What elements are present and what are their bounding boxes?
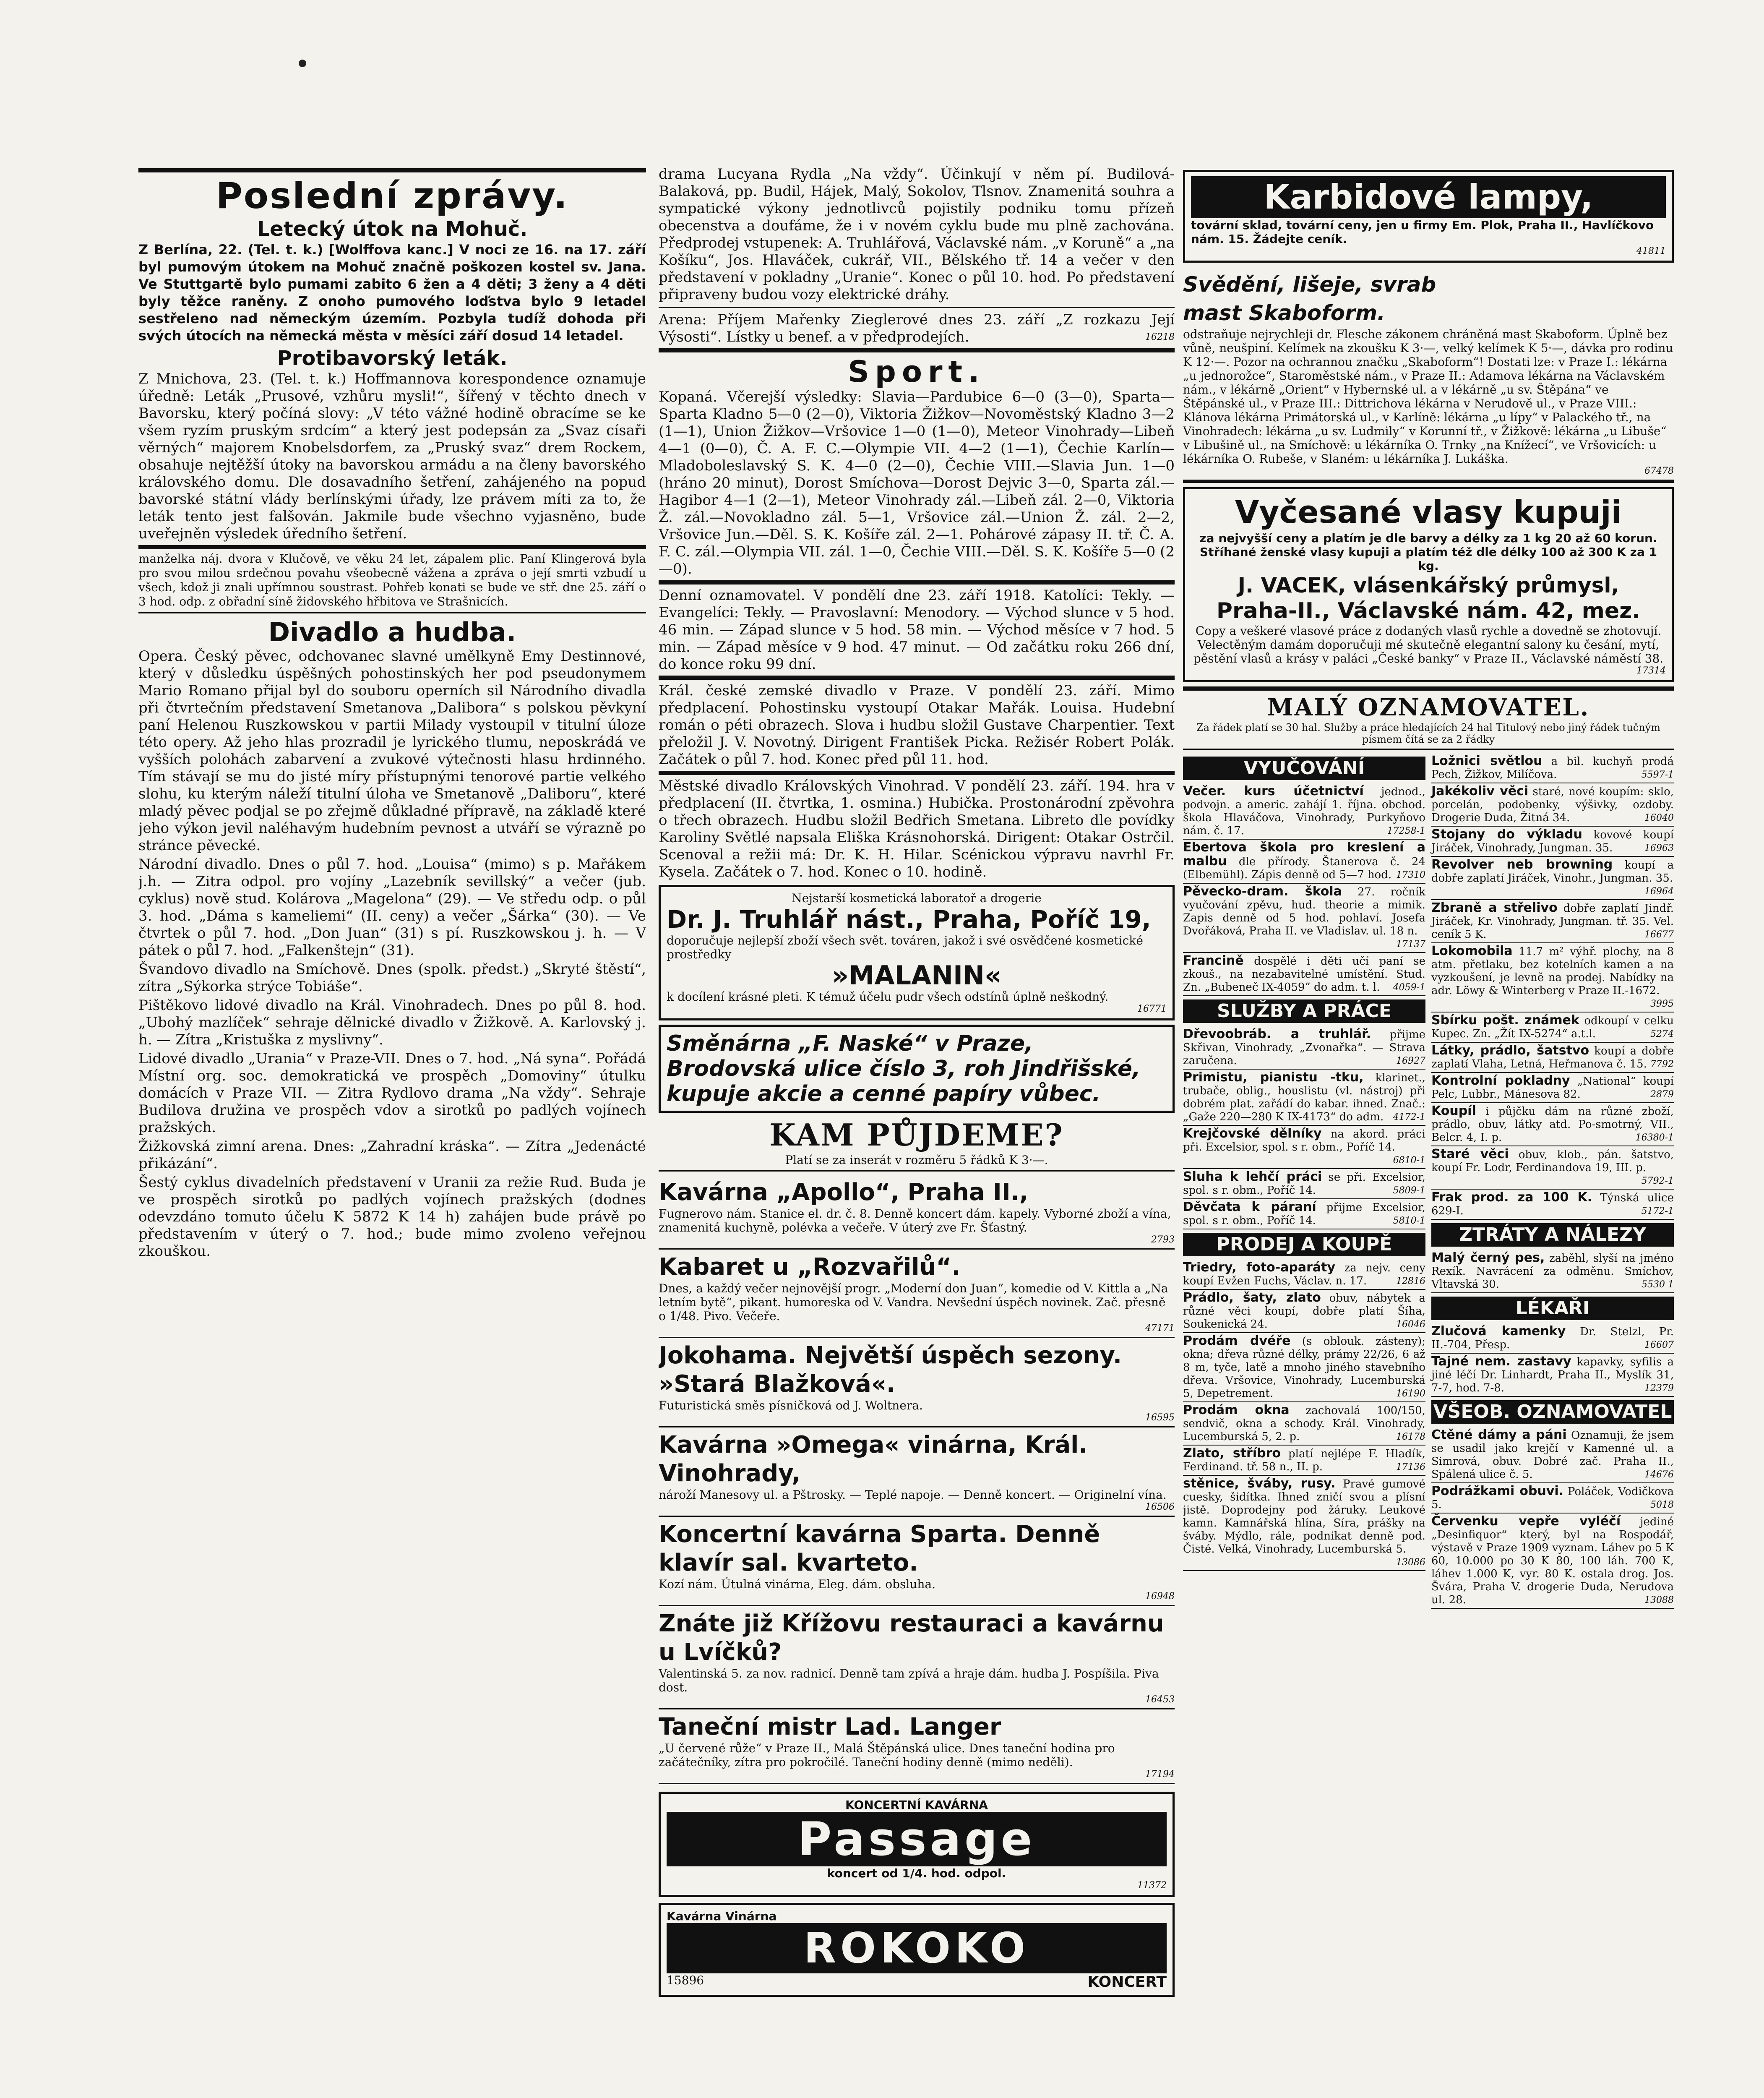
divider xyxy=(659,1170,1175,1172)
karbid-ad xyxy=(1183,170,1674,263)
zizkov-text: Žižkovská zimní arena. Dnes: „Zahradní kráska“. — Zítra „Jedenácté přikázání“. xyxy=(138,1138,646,1172)
mestske-theater-text: Městské divadlo Královských Vinohrad. V pondělí 23. září. 194. hra v předplacení (II. čtvrtka, 1. osmina.) Hubička. Prostonárodní zpěvohra o třech obrazech. Hudbu složil Bedřich Smetana. Libreto dle povídky Karoliny Světlé napsala Eliška Krásnohorská. Dirigent: Otakar Ostrčil. Scenoval a režii má: Dr. K. H. Hilar. Scénickou výpravu navrhl Fr. Kysela. Začátek o 7. hod. Konec o 10. hodině. xyxy=(659,778,1175,880)
classified-title: Červenku vepře vyléčí xyxy=(1431,1514,1621,1529)
kam-ad-omega xyxy=(659,1427,1175,1517)
divider xyxy=(138,545,646,549)
kam-ad-jokohama xyxy=(659,1338,1175,1427)
classified-title: Látky, prádlo, šatstvo xyxy=(1431,1043,1589,1058)
kam-ad-title: Kavárna »Omega« vinárna, Král. Vinohrady, xyxy=(659,1431,1088,1487)
maly-heading: MALÝ OZNAMOVATEL. xyxy=(1267,694,1590,721)
truhlar-name: Dr. J. Truhlář nást., Praha, Poříč 19, xyxy=(667,905,1151,934)
kam-ad-kabaret xyxy=(659,1250,1175,1338)
classified-item xyxy=(1431,827,1674,857)
drama-text: drama Lucyana Rydla „Na vždy“. Účinkují v něm pí. Budilová-Balaková, pp. Budil, Hájek, Malý, Sokolov, Tlsnov. Znamenitá souhra a sympatické výkony jednotlivců pojistily podniku tomu přízeň obecenstva a doufáme, že i v novém cyklu bude mu plně zachována. Předprodej vstupenek: A. Truhlářová, Václavské nám. „v Koruně“ a „na Košíku“, Jos. Hlaváček, cukrář, VII., Bělského tř. 14 a večer v den představení v pokladny „Uranie“. Konec o půl 10. hod. Po představení připraveny budou vozy elektrické dráhy. xyxy=(659,166,1175,303)
leaflet-title: Protibavorský leták. xyxy=(277,347,508,370)
truhlar-mid: doporučuje nejlepší zboží všech svět. továren, jakož i své osvědčené kosmetické prostředky xyxy=(667,934,1143,961)
passage-name: Passage xyxy=(667,1812,1167,1866)
divider xyxy=(1183,749,1674,750)
vacek-address: Praha-II., Václavské nám. 42, mez. xyxy=(1216,598,1641,624)
truhlar-top: Nejstarší kosmetická laboratoř a drogerie xyxy=(792,891,1042,905)
rokoko-label: Kavárna Vinárna xyxy=(667,1909,777,1923)
passage-ad xyxy=(659,1792,1175,1897)
passage-number: 11372 xyxy=(1137,1880,1167,1891)
classified-title: Sluha k lehčí práci xyxy=(1183,1169,1322,1184)
classified-number: 17258-1 xyxy=(1387,826,1425,836)
arena-body: Arena: Příjem Mařenky Zieglerové dnes 23. září „Z rozkazu Její Výsosti“. Lístky u benef. a v předprodejích. xyxy=(659,311,1175,345)
classified-text: Poláček, Vodičkova 5. xyxy=(1431,1485,1674,1511)
classified-text: Dr. Stelzl, Pr. II.-704, Přesp. xyxy=(1431,1326,1674,1351)
classified-text: 11.7 m² výhř. plochy, na 8 atm. přetlaku, bez kotelních kamen a na vyzkoušení, je levně na prodej. Nabídky na adr. Löwy & Winterberg v Praze II.-1672. xyxy=(1431,945,1674,997)
classified-number: 4172-1 xyxy=(1393,1112,1425,1122)
classified-number: 5530 1 xyxy=(1642,1279,1674,1290)
classified-text: i půjčku dám na různé zboží, prádlo, obuv, látky atd. Po-smotrný, VII., Belcr. 4, I. p. xyxy=(1431,1105,1674,1144)
classified-title: stěnice, šváby, rusy. xyxy=(1183,1476,1336,1491)
classified-item xyxy=(1183,1476,1425,1571)
classified-title: Zbraně a střelivo xyxy=(1431,900,1558,915)
classified-item xyxy=(1431,1354,1674,1397)
classified-title: Večer. kurs účetnictví xyxy=(1183,784,1364,798)
truhlar-number: 16771 xyxy=(1137,1004,1167,1014)
classified-number: 16677 xyxy=(1644,929,1674,940)
classified-title: Revolver neb browning xyxy=(1431,857,1613,872)
classified-text: (s oblouk. zásteny); okna; dřeva různé délky, prámy 22/26, 6 až 8 m, tyče, latě a mnoho jiného stavebního dřeva. Vršovice, Vinohrady, Lucemburská 5, Depetrement. xyxy=(1183,1335,1425,1400)
classified-item xyxy=(1431,1427,1674,1483)
classified-text: jediné „Desinfiquor“ který, byl na Rospodář, výstavě v Praze 1909 vyznam. Láhev po 5 K 60, 10.000 po 30 K 80, 100 láh. 700 K, láhev 1.000 K, vyr. 80 K. ostala drog. Jos. Švára, Praha V. drogerie Duda, Nerudova ul. 28. xyxy=(1431,1516,1674,1606)
kral-theater-text: Král. české zemské divadlo v Praze. V pondělí 23. září. Mimo předplacení. Pohostinsku vystoupí Otakar Mařák. Louisa. Hudební román o péti obrazech. Slova i hudbu složil Gustave Charpentier. Text přeložil J. V. Novotný. Dirigent František Picka. Režisér Robert Polák. Začátek o půl 7. hod. Konec před půl 11. hod. xyxy=(659,682,1175,768)
classified-title: Ložnici světlou xyxy=(1431,754,1543,768)
classified-title: Primistu, pianistu -tku, xyxy=(1183,1070,1364,1085)
classified-title: Podrážkami obuvi. xyxy=(1431,1484,1564,1498)
truhlar-bottom: k docílení krásné pleti. K témuž účelu pudr všech odstínů úplně neškodný. xyxy=(667,990,1109,1004)
classified-number: 3995 xyxy=(1650,999,1674,1009)
classified-number: 16190 xyxy=(1396,1388,1425,1399)
classified-text: kapavky, syfilis a jiné léčí Dr. Linhardt, Praha II., Myslík 31, 7-7, hod. 7-8. xyxy=(1431,1356,1674,1394)
leaflet-text: Z Mnichova, 23. (Tel. t. k.) Hoffmannova korespondence oznamuje úředně: Leták „Prusové, vzhůru mysli!“, šířený v těchto dnech v Bavorsku, který počíná slovy: „V této vážné hodině obracíme se ke všem ryzím pruským srdcím“ a který jest podepsán za „Svaz císaři věrných“ majorem Knobelsdorfem, za „Pruský svaz“ drem Rockem, obsahuje nejtěžší útoky na bavorskou armádu a na členy bavorského královského domu. Dle dosavadního šetření, zahájeného na popud bavorské státní vlády berlínskými úřady, lze právem míti za to, že leták tento jest falšován. Jakmile bude všechno vyjasněno, bude uveřejněn výsledek úředního šetření. xyxy=(138,371,646,542)
classified-text: koupí a dobře zaplatí Jiráček, Vinohr., Jungman. 35. xyxy=(1431,859,1674,885)
smenarna-ad xyxy=(659,1025,1175,1113)
classified-item xyxy=(1431,1513,1674,1609)
classified-number: 16380-1 xyxy=(1635,1133,1674,1143)
classified-item xyxy=(1431,1103,1674,1146)
classified-text: „National“ koupí Pelc, Lubbr., Mánesova 82. xyxy=(1431,1075,1674,1101)
classified-number: 16927 xyxy=(1396,1056,1425,1066)
vacek-name: J. VACEK, vlásenkářský průmysl, xyxy=(1238,573,1619,598)
kam-ad-text: Dnes, a každý večer nejnovější progr. „Moderní don Juan“, komedie od V. Kittla a „Na letním bytě“, pikant. humoreska od V. Vandra. Nevšední úspěch novinek. Zač. přesně o 1/48. Pivo. Večeře. xyxy=(659,1281,1168,1323)
football-text: Kopaná. Včerejší výsledky: Slavia—Pardubice 6—0 (3—0), Sparta—Sparta Kladno 5—0 (2—0), Viktoria Žižkov—Novoměstský Kladno 3—2 (1—1), Union Žižkov—Vršovice 1—0 (1—0), Meteor Vinohrady—Libeň 4—1 (0—0), Č. A. F. C.—Olympie VII. 4—2 (1—1), Čechie Karlín—Mladoboleslavský S. K. 4—0 (2—0), Čechie VIII.—Slavia Jun. 1—0 (hráno 20 minut), Dorost Smíchova—Dorost Dejvic 3—0, Sparta zál.—Hagibor 4—1 (2—1), Meteor Vinohrady zál.—Libeň zál. 2—0, Viktoria Ž. zál.—Novokladno zál. 5—1, Vršovice zál.—Union Ž. zál. 2—2, Vršovice Jun.—Děl. S. K. Košíře zál. 2—1. Pohárové zápasy II. tř. Č. A. F. C. zál.—Olympia VII. zál. 1—0, Čechie VIII.—Děl. S. K. Košíře 5—0 (2—0). xyxy=(659,389,1175,577)
passage-label: KONCERTNÍ KAVÁRNA xyxy=(845,1798,988,1812)
classified-title: Zlato, stříbro xyxy=(1183,1446,1281,1461)
classified-number: 17136 xyxy=(1396,1462,1425,1472)
classified-item xyxy=(1183,1290,1425,1333)
classifieds-right xyxy=(1431,753,1674,1609)
column-news xyxy=(138,166,646,2098)
classified-text: klarinet., trubače, oblig., houslistu (vl. nástroj) při dobrém plat. zařádí do kabar. ihned. Znač.: „Gaže 220—280 K IX-4173“ do adm. xyxy=(1183,1072,1425,1123)
classified-item xyxy=(1183,953,1425,996)
rokoko-concert: KONCERT xyxy=(1087,1973,1167,1991)
classified-text: zachovalá 100/150, sendvič, okna a schody. Král. Vinohrady, Lucemburská 5, 2. p. xyxy=(1183,1404,1425,1443)
classified-text: Oznamuji, že jsem se usadil jako krejčí v Kamenné ul. a Simrová, obuv. Dobré zač. Praha II., Spálená ulice č. 5. xyxy=(1431,1429,1674,1481)
kam-ad-title: Kabaret u „Rozvařilů“. xyxy=(659,1253,961,1281)
vlasy-title: Vyčesané vlasy kupuji xyxy=(1235,494,1622,530)
classified-title: Pěvecko-dram. škola xyxy=(1183,884,1342,899)
section-tag: VŠEOB. OZNAMOVATEL xyxy=(1431,1400,1674,1424)
classified-number: 2879 xyxy=(1650,1089,1674,1100)
classified-number: 17137 xyxy=(1396,939,1425,950)
sport-heading: Sport. xyxy=(848,355,985,389)
classified-title: Prodám okna xyxy=(1183,1403,1290,1417)
classified-item xyxy=(1431,783,1674,827)
divider xyxy=(659,580,1175,585)
kam-ad-text: „U červené růže“ v Praze II., Malá Štěpánská ulice. Dnes taneční hodina pro začátečníky, zítra pro pokročilé. Taneční hodiny denně (mimo neděli). xyxy=(659,1741,1115,1769)
classified-item xyxy=(1431,1043,1674,1073)
air-raid-text: Z Berlína, 22. (Tel. t. k.) [Wolffova kanc.] V noci ze 16. na 17. září byl pumovým útokem na Mohuč značně poškozen kostel sv. Jana. Ve Stuttgartě bylo pumami zabito 6 žen a 4 děti; 3 ženy a 4 děti byly těžce raněny. Z onoho pumového loďstva bylo 9 letadel sestřeleno nad německým územím. Pozbyla tudíž dohoda při svých útocích na německá města v měsíci září dosud 14 letadel. xyxy=(138,242,646,344)
classified-text: platí nejlépe F. Hladík, Ferdinand. tř. 58 n., II. p. xyxy=(1183,1448,1425,1473)
kam-ad-text: Fugnerovo nám. Stanice el. dr. č. 8. Denně koncert dám. kapely. Vyborné zboží a vína, znamenitá kuchyně, polévka a večeře. V úterý zve Fr. Šťastný. xyxy=(659,1207,1171,1234)
smichov-text: Švandovo divadlo na Smíchově. Dnes (spolk. předst.) „Skryté štěstí“, zítra „Sýkorka strýce Tobiáše“. xyxy=(138,961,646,995)
classified-item xyxy=(1431,943,1674,1012)
section-tag: VYUČOVÁNÍ xyxy=(1183,757,1425,780)
kam-note: Platí se za inserát v rozměru 5 řádků K 3·—. xyxy=(785,1153,1048,1167)
classified-title: Krejčovské dělníky xyxy=(1183,1126,1322,1141)
classified-item xyxy=(1183,884,1425,953)
kam-ad-text: nároží Manesovy ul. a Pštrosky. — Teplé napoje. — Denně koncert. — Originelní vína. xyxy=(659,1488,1167,1502)
maly-note: Za řádek platí se 30 hal. Služby a práce hledajících 24 hal Titulový nebo jiný řádek tučným písmem čítá se za 2 řádky xyxy=(1196,722,1660,745)
classified-item xyxy=(1431,900,1674,943)
rokoko-ad xyxy=(659,1903,1175,1997)
classified-title: Dřevoobráb. a truhlář. xyxy=(1183,1027,1371,1041)
kam-ad-apollo xyxy=(659,1175,1175,1250)
classified-item xyxy=(1183,1402,1425,1446)
divider xyxy=(659,771,1175,775)
smenarna-text: Směnárna „F. Naské“ v Praze, Brodovská ulice číslo 3, roh Jindřišské, kupuje akcie a cenné papíry vůbec. xyxy=(667,1031,1141,1106)
classified-text: odkoupí v celku Kupec. Zn. „Žít IX-5274“ a.t.l. xyxy=(1431,1015,1674,1040)
skaboform-number: 67478 xyxy=(1644,466,1674,476)
classified-item xyxy=(1183,1070,1425,1126)
classified-text: kovové koupí Jiráček, Vinohrady, Jungman. 35. xyxy=(1431,829,1674,854)
kam-heading: KAM PŮJDEME? xyxy=(769,1117,1064,1153)
classified-item xyxy=(1431,1483,1674,1513)
classified-number: 5810-1 xyxy=(1393,1216,1425,1226)
kam-ad-title: Kavárna „Apollo“, Praha II., xyxy=(659,1179,1029,1206)
classified-item xyxy=(1431,1073,1674,1103)
kam-ad-title: Znáte již Křížovu restauraci a kavárnu u Lvíčků? xyxy=(659,1610,1164,1666)
classified-text: zaběhl, slyší na jméno Rexík. Navrácení za odměnu. Smíchov, Vltavská 30. xyxy=(1431,1252,1674,1291)
classified-item xyxy=(1431,1323,1674,1354)
truhlar-ad xyxy=(659,885,1175,1020)
classified-text: na akord. práci při. Excelsior, spol. s r. obm., Poříč 14. xyxy=(1183,1128,1425,1153)
classified-text: za nejv. ceny koupí Evžen Fuchs, Václav. n. 17. xyxy=(1183,1262,1425,1287)
classified-item xyxy=(1183,1169,1425,1199)
classified-item xyxy=(1431,1012,1674,1043)
classified-number: 16607 xyxy=(1644,1340,1674,1350)
kam-ad-number: 16453 xyxy=(1145,1694,1175,1705)
arena-number: 16218 xyxy=(1145,332,1175,342)
classified-title: Ebertova škola pro kreslení a malbu xyxy=(1183,840,1425,869)
section-tag: ZTRÁTY A NÁLEZY xyxy=(1431,1223,1674,1247)
national-theater-text: Národní divadlo. Dnes o půl 7. hod. „Louisa“ (mimo) s p. Mařákem j.h. — Zitra odpol. pro vojíny „Lazebník sevillský“ a večer (jub. cyklus) nově stud. Kolárova „Magelona“ (29). — Ve středu odp. o půl 3. hod. „Dáma s kameliemi“ (II. ceny) a večer „Šárka“ (30). — Ve čtvrtek o půl 7. hod. „Don Juan“ (31) s pí. Ruszkowskou j. h. — V pátek o půl 7. hod. „Falkenštejn“ (31). xyxy=(138,856,646,959)
classified-item xyxy=(1183,1260,1425,1290)
classified-item xyxy=(1431,857,1674,900)
vacek-number: 17314 xyxy=(1636,665,1666,676)
calendar-text: Denní oznamovatel. V pondělí dne 23. září 1918. Katolíci: Tekly. — Evangelíci: Tekly. — Pravoslavní: Menodory. — Východ slunce v 5 hod. 46 min. — Západ slunce v 5 hod. 58 min. — Východ měsíce v 7 hod. 5 min. — Západ měsíce v 9 hod. 47 minut. — Od začátku roku 266 dní, do konce roku 99 dní. xyxy=(659,587,1175,673)
vinohrady-text: Pištěkovo lidové divadlo na Král. Vinohradech. Dnes po půl 8. hod. „Ubohý mazlíček“ sehraje dělnické divadlo v Žižkově. A. Karlovský j. h. — Zítra „Kristuška z myslivny“. xyxy=(138,997,646,1048)
classified-number: 5792-1 xyxy=(1641,1176,1674,1186)
classified-title: Lokomobila xyxy=(1431,944,1513,958)
classified-item xyxy=(1183,1446,1425,1476)
kam-ad-title: Taneční mistr Lad. Langer xyxy=(659,1713,1001,1741)
classified-text: a bil. kuchyň prodá Pech, Žižkov, Milíčova. xyxy=(1431,755,1674,781)
classified-number: 16964 xyxy=(1644,886,1674,897)
classified-title: Ctěné dámy a páni xyxy=(1431,1427,1567,1442)
divider xyxy=(138,612,646,613)
classified-text: dobře zaplatí Jindř. Jiráček, Kr. Vinohrady, Jungman. tř. 35. Vel. ceník 5 K. xyxy=(1431,902,1674,941)
classified-title: Zlučová kamenky xyxy=(1431,1324,1566,1339)
classified-number: 16046 xyxy=(1396,1319,1425,1330)
classified-number: 6810-1 xyxy=(1393,1155,1425,1166)
passage-line: koncert od 1/4. hod. odpol. xyxy=(827,1866,1006,1880)
classifieds xyxy=(1183,753,1674,1609)
classified-text: přijme Skřivan, Vinohrady, „Zvonařka“. — Strava zaručena. xyxy=(1183,1028,1425,1067)
scan-dot xyxy=(299,60,306,67)
skaboform-ad xyxy=(1183,267,1674,483)
classified-title: Triedry, foto-aparáty xyxy=(1183,1260,1336,1275)
skaboform-text: odstraňuje nejrychleji dr. Flesche zákonem chráněná mast Skaboform. Úplně bez vůně, neušpiní. Kelímek na zkoušku K 3·—, velký kelímek K 5·—, dávka pro rodinu K 12·—. Pozor na ochrannou značku „Skaboform“! Dostati lze: v Praze I.: lékárna „u jednorožce“, Staroměstské nám., v Praze II.: Adamova lékárna na Václavském nám., v lékárně „Orient“ v Hybernské ul. a v lékárně „u sv. Štěpána“ ve Štěpánské ul., v Praze III.: Dittrichova lékárna v Nerudově ul., v Praze VIII.: Klánova lékárna Primátorská ul., v Karlíně: lékárna „u lípy“ v Palackého tř., na Vinohradech: lékárna „u sv. Ludmily“ v Korunní tř., v Žižkově: lékárna „u Libuše“ v Libušině ul., na Smíchově: u lékárníka O. Trnky „na Knížecí“, ve Vršovicích: u lékárníka O. Rubeše, v Slaném: u lékárníka J. Lukáška. xyxy=(1183,327,1673,466)
divider xyxy=(659,676,1175,680)
classified-text: 27. ročník vyučování zpěvu, hud. theorie a mimik. Zapis denně od 5 hod. pohlaví. Josefa Dvořáková, Praha II. ve Vladislav. ul. 18 n. xyxy=(1183,886,1425,937)
kam-ad-text: Valentinská 5. za nov. radnicí. Denně tam zpívá a hraje dám. hudba J. Pospíšila. Piva dost. xyxy=(659,1667,1159,1694)
classified-text: jednod., podvojn. a americ. zahájí 1. října. obchod. škola Hlaváčova, Vinohrady, Purkyňovo nám. č. 17. xyxy=(1183,785,1426,837)
classified-number: 12379 xyxy=(1644,1383,1674,1393)
kam-ad-kriz xyxy=(659,1606,1175,1709)
skaboform-product: mast Skaboform. xyxy=(1183,301,1385,325)
section-tag: SLUŽBY A PRÁCE xyxy=(1183,999,1425,1023)
divider xyxy=(659,348,1175,352)
section-tag: PRODEJ A KOUPĚ xyxy=(1183,1233,1425,1256)
classified-item xyxy=(1183,840,1425,884)
classified-number: 4059-1 xyxy=(1393,982,1425,993)
classified-text: přijme Excelsior, spol. s r. obm., Poříč 14. xyxy=(1183,1201,1426,1227)
classified-title: Jakékoliv věci xyxy=(1431,784,1529,798)
classifieds-left xyxy=(1183,753,1425,1609)
classified-title: Stojany do výkladu xyxy=(1431,827,1582,842)
classified-text: dospělé i děti učí paní se zkouš., na nezabavitelné umístění. Stud. Zn. „Bubeneč IX-4059“ do adm. t. l. xyxy=(1183,955,1425,994)
column-ads xyxy=(1183,166,1674,2098)
classified-number: 5274 xyxy=(1650,1029,1674,1039)
kam-ad-langer xyxy=(659,1709,1175,1784)
classified-title: Děvčata k páraní xyxy=(1183,1200,1316,1214)
classified-title: Koupíl xyxy=(1431,1104,1476,1118)
classified-title: Kontrolní pokladny xyxy=(1431,1073,1570,1088)
classified-item xyxy=(1431,1250,1674,1293)
classified-text: koupí a dobře zaplatí Vlaha, Letná, Heřmanova č. 15. xyxy=(1431,1045,1674,1070)
classified-item xyxy=(1183,783,1425,840)
classified-item xyxy=(1183,1026,1425,1070)
kam-ad-number: 47171 xyxy=(1145,1323,1175,1333)
air-raid-title: Letecký útok na Mohuč. xyxy=(257,217,528,241)
section-tag: LÉKAŘI xyxy=(1431,1297,1674,1320)
classified-title: Prodám dvéře xyxy=(1183,1333,1291,1348)
classified-item xyxy=(1431,1190,1674,1220)
kam-ad-text: Futuristická směs písničková od J. Woltnera. xyxy=(659,1399,923,1412)
opera-text: Opera. Český pěvec, odchovanec slavné umělkyně Emy Destinnové, který v důsledku úspěšných pohostinských her pod pseudonymem Mario Romano přijal byl do souboru operních sil Národního divadla při čtvrtečním představení Smetanova „Dalibora“ s polskou pěvkyní paní Helenou Ruszkowskou v partii Milady vystoupil v titulní úloze této opery. Až jeho hlas prozradil je lyrického tlumu, neposkrádá ve vyšších polohách zabarvení a zvukové výtečnosti hlasu hrdinného. Tím stávají se mu do jisté míry přístupnými tenorové partie velkého slohu, ku kterým náleží titulní úloha ve Smetanově „Daliboru“, které mladý pěvec podjal se po zřejmě důkladné přípravě, na základě které jeho výkon jevil naléhavým hudebním pevnost a utváří se výrazně po stránce pěvecké. xyxy=(138,648,646,854)
kam-ad-title: Koncertní kavárna Sparta. Denně klavír sal. kvarteto. xyxy=(659,1521,1100,1576)
classified-title: Francině xyxy=(1183,953,1244,968)
vlasy-text: za nejvyšší ceny a platím je dle barvy a délky za 1 kg 20 až 60 korun. Stříhané ženské vlasy kupuji a platím též dle délky 100 až 300 K za 1 kg. xyxy=(1199,531,1657,573)
funeral-text: manželka náj. dvora v Klučově, ve věku 24 let, zápalem plic. Paní Klingerová byla pro svou milou srdečnou povahu všeobecně vážena a zpráva o její smrti vzbudí u všech, kdož ji znali upřímnou soustrast. Pohřeb konati se bude ve stř. dne 25. září o 3 hod. odp. z obřadní síně židovského hřbitova ve Strašnicích. xyxy=(138,552,646,608)
divider xyxy=(1183,686,1674,691)
classified-number: 5597-1 xyxy=(1641,770,1674,780)
kam-ad-title: Jokohama. Největší úspěch sezony. »Stará Blažková«. xyxy=(659,1342,1122,1398)
urania-text: Lidové divadlo „Urania“ v Praze-VII. Dnes o 7. hod. „Ná syna“. Pořádá Místní org. soc. demokratická ve prospěch „Domoviny“ útulku domácích v Praze VII. — Zitra Rydlovo drama „Na vždy“. Sehraje Budilova družina ve prospěch vdov a sirotků po padlých vojínech pražských. xyxy=(138,1050,646,1136)
classified-text: Týnská ulice 629-I. xyxy=(1431,1192,1674,1217)
classified-number: 16178 xyxy=(1396,1432,1425,1442)
classified-item xyxy=(1183,1333,1425,1402)
sixth-cycle-text: Šestý cyklus divadelních představení v Uranii za režie Rud. Buda je ve prospěch sirotků po padlých vojínech pražských (dodnes odevzdáno tomuto účelu K 5872 K 14 h) zahájen bude právě po představením v úterý o 7. hod.; bude mimo zvoleno veřejnou zkouškou. xyxy=(138,1174,646,1260)
karbid-number: 41811 xyxy=(1636,246,1666,256)
classified-item xyxy=(1431,1146,1674,1190)
kam-ad-number: 2793 xyxy=(1151,1234,1175,1245)
classified-number: 16040 xyxy=(1644,813,1674,823)
kam-ad-sparta xyxy=(659,1517,1175,1606)
karbid-text: tovární sklad, tovární ceny, jen u firmy Em. Plok, Praha II., Havlíčkovo nám. 15. Žádejte ceník. xyxy=(1191,218,1654,246)
classified-text: dle přírody. Štanerova č. 24 (Elbemühl). Zápis denně od 5—7 hod. xyxy=(1183,856,1426,881)
classified-title: Staré věci xyxy=(1431,1147,1509,1161)
classified-item xyxy=(1431,753,1674,783)
kam-ad-number: 16948 xyxy=(1145,1591,1175,1602)
kam-ad-text: Kozí nám. Útulná vinárna, Eleg. dám. obsluha. xyxy=(659,1577,936,1591)
classified-text: se při. Excelsior, spol. s r. obm., Poříč 14. xyxy=(1183,1171,1426,1197)
classified-text: staré, nové koupím: sklo, porcelán, podobenky, výšivky, ozdoby. Drogerie Duda, Žitná 34. xyxy=(1431,785,1674,824)
kam-ad-number: 16595 xyxy=(1145,1412,1175,1423)
classified-number: 12816 xyxy=(1396,1276,1425,1286)
divider xyxy=(138,168,646,172)
vacek-ad xyxy=(1183,487,1674,682)
kam-ad-number: 17194 xyxy=(1145,1769,1175,1780)
classified-item xyxy=(1183,1199,1425,1229)
rokoko-name: ROKOKO xyxy=(667,1923,1167,1973)
classified-item xyxy=(1183,1126,1425,1169)
classified-text: Pravé gumové cuesky, šidítka. Ihned zničí svou a plísní jistě. Doprodejny pod žáruky. Leukové kamn. Kamnářská hlína, Síra, prášky na šváby. Mýdlo, rále, podnikat denně pod. Čisté. Velká, Vinohrady, Lucemburská 5. xyxy=(1183,1478,1425,1555)
classified-title: Sbírku pošt. známek xyxy=(1431,1013,1579,1028)
classified-title: Tajné nem. zastavy xyxy=(1431,1354,1571,1369)
arena-text xyxy=(659,311,1175,346)
classified-number: 5809-1 xyxy=(1393,1185,1425,1196)
classified-title: Malý černý pes, xyxy=(1431,1250,1545,1265)
column-middle xyxy=(659,166,1175,2098)
classified-number: 7792 xyxy=(1650,1059,1674,1070)
rokoko-number: 15896 xyxy=(667,1973,704,1987)
malanin-label: »MALANIN« xyxy=(831,960,1002,991)
classified-number: 17310 xyxy=(1396,870,1425,880)
classified-number: 5172-1 xyxy=(1641,1206,1674,1216)
classified-number: 16963 xyxy=(1644,843,1674,853)
karbid-title: Karbidové lampy, xyxy=(1191,176,1666,218)
classified-number: 14676 xyxy=(1644,1469,1674,1480)
classified-text: obuv, klob., pán. šatstvo, koupí Fr. Lodr, Ferdinandova 19, III. p. xyxy=(1431,1148,1674,1174)
theater-heading: Divadlo a hudba. xyxy=(268,617,516,647)
classified-title: Frak prod. za 100 K. xyxy=(1431,1190,1592,1205)
classified-number: 5018 xyxy=(1650,1500,1674,1510)
latest-news-heading: Poslední zprávy. xyxy=(216,175,569,217)
kam-ad-number: 16506 xyxy=(1145,1502,1175,1512)
vacek-note: Copy a veškeré vlasové práce z dodaných vlasů rychle a dovedně se zhotovují. Velectěným damám doporučuji mé skutečně elegantní salony ku česání, mytí, pěstění vlasů a krásy v paláci „České banky“ v Praze II., Václavské náměstí 38. xyxy=(1193,624,1664,665)
classified-number: 13088 xyxy=(1644,1595,1674,1605)
divider xyxy=(659,307,1175,308)
classified-text: obuv, nábytek a různé věci koupí, dobře platí Šíha, Soukenická 24. xyxy=(1183,1292,1426,1331)
classified-title: Prádlo, šaty, zlato xyxy=(1183,1290,1321,1305)
skaboform-title: Svědění, lišeje, svrab xyxy=(1183,272,1436,297)
classified-number: 13086 xyxy=(1396,1557,1425,1568)
